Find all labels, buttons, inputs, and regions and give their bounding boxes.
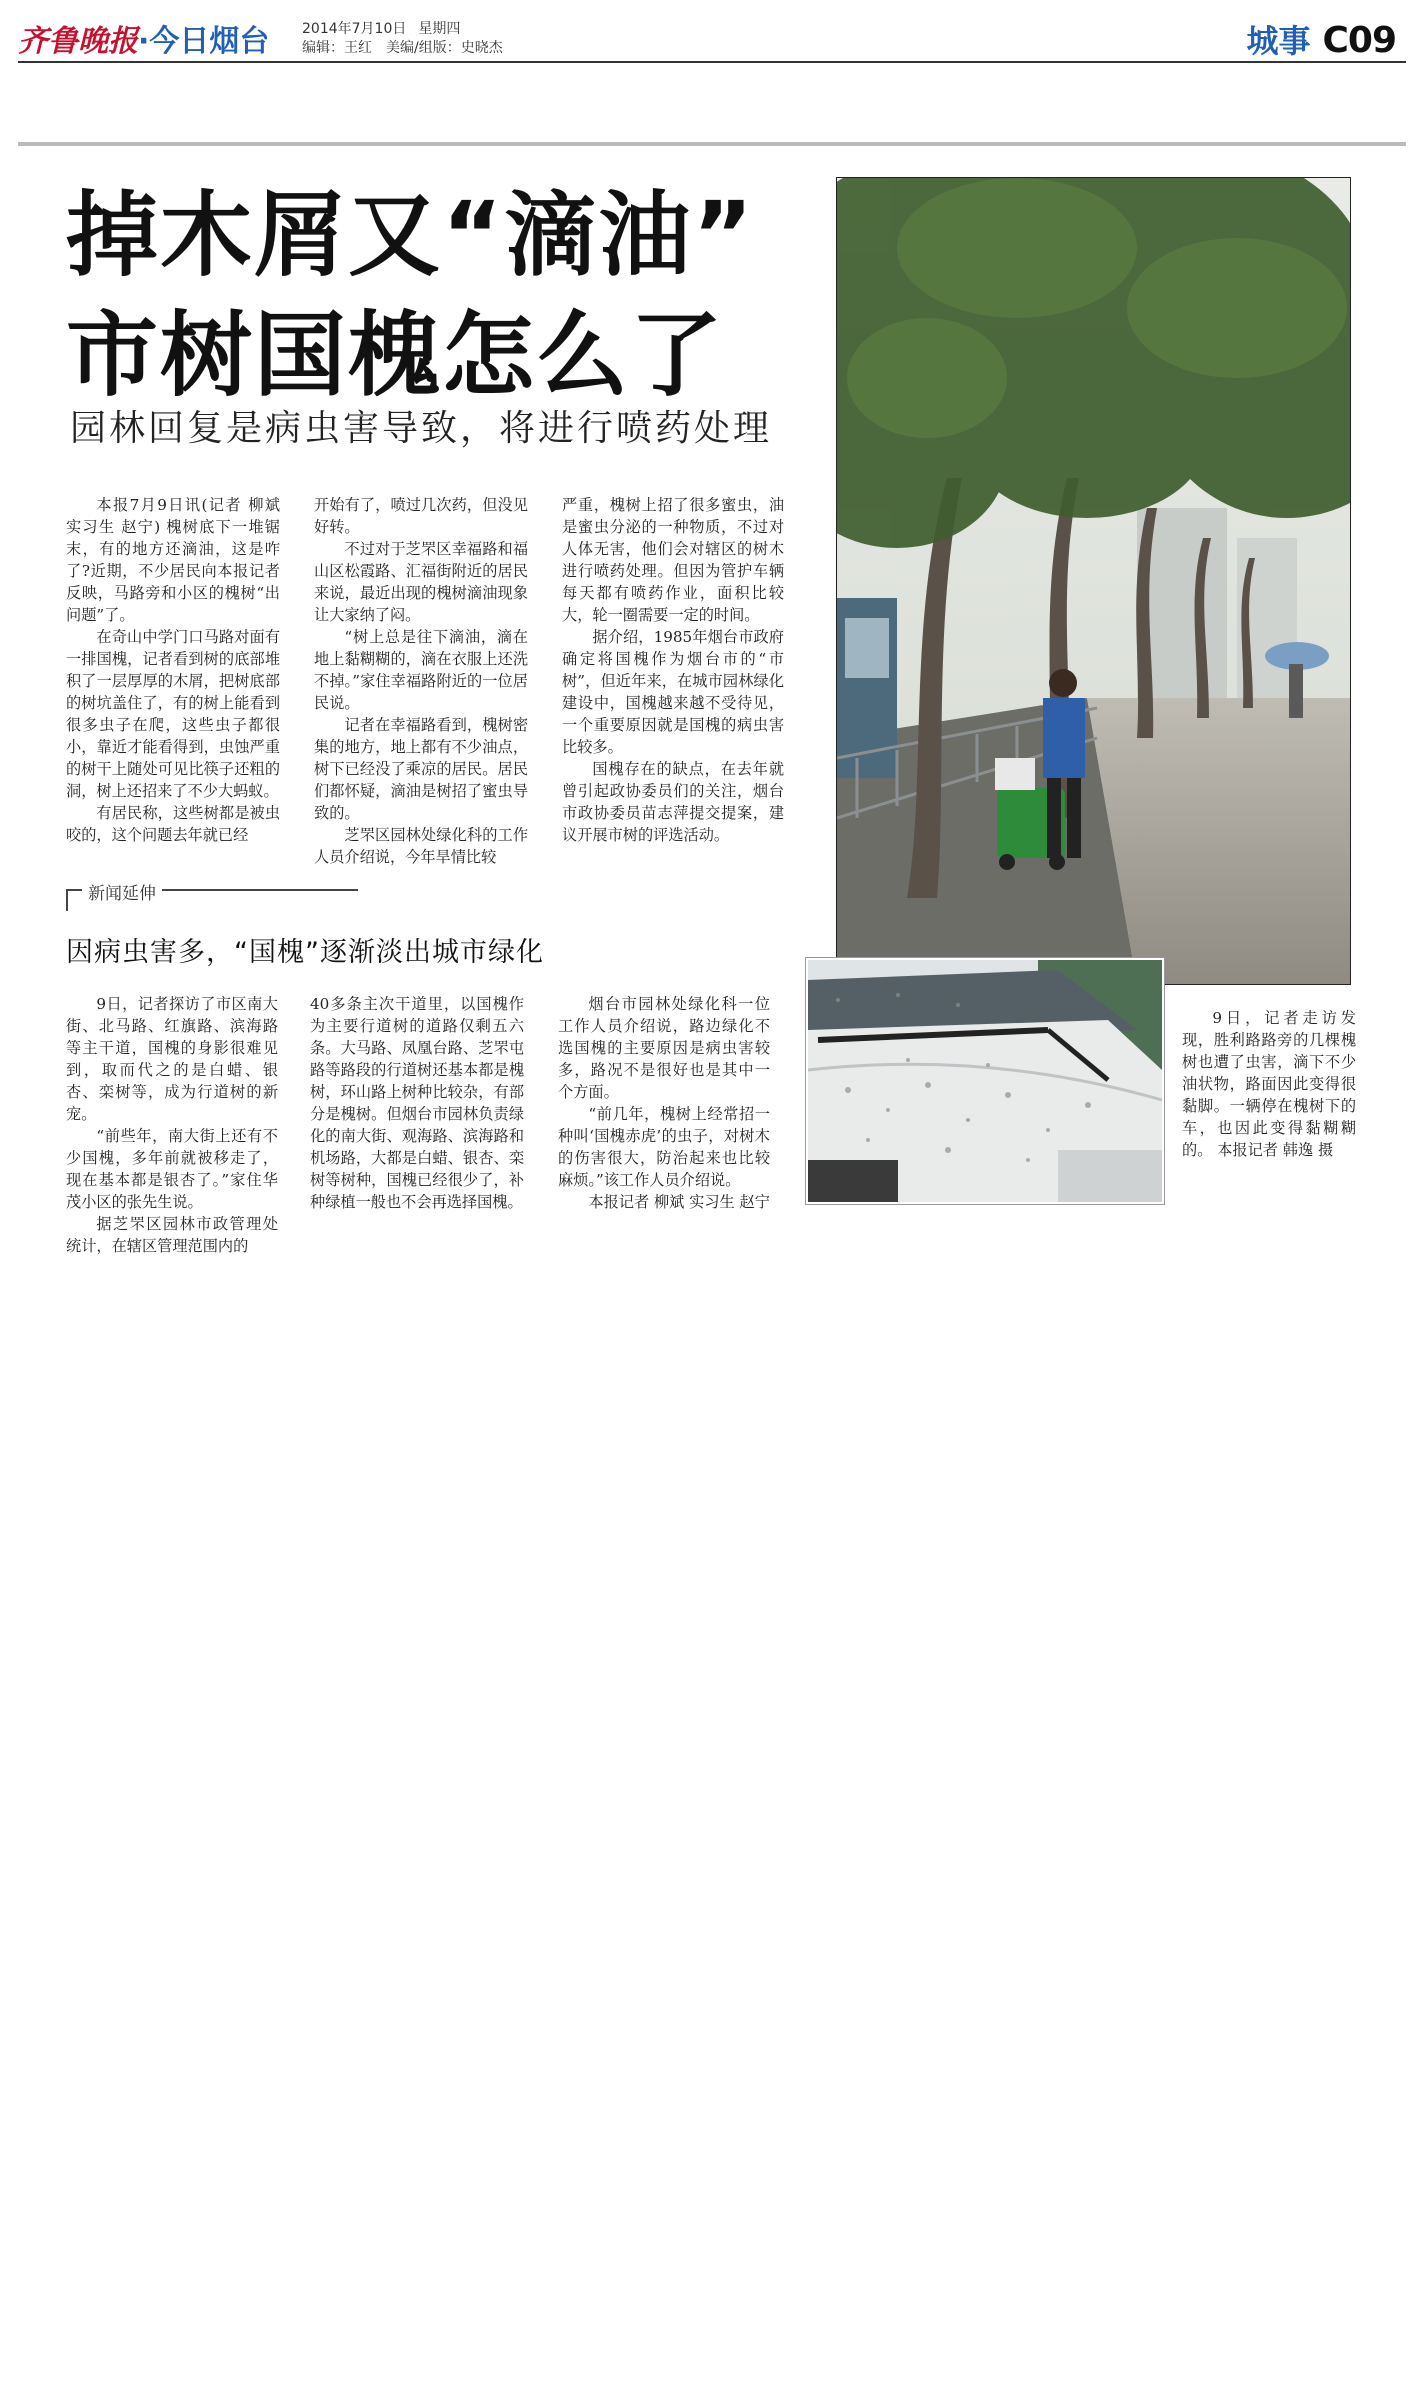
headline xyxy=(66,176,826,416)
brand-dot: · xyxy=(138,24,150,59)
page-number: C09 xyxy=(1322,20,1396,61)
headline-line-2: 市树国槐怎么了 xyxy=(66,302,725,409)
masthead-rule xyxy=(18,61,1406,63)
byline: 本报记者 柳斌 实习生 赵宁 xyxy=(588,1193,770,1211)
paragraph: 9日，记者探访了市区南大街、北马路、红旗路、滨海路等主干道，国槐的身影很难见到，取而代之的是白蜡、银杏、栾树等，成为行道树的新宠。 xyxy=(66,995,278,1123)
paragraph: 本报7月9日讯(记者 柳斌 实习生 赵宁) 槐树底下一堆锯末，有的地方还滴油，这是咋了?近期，不少居民向本报记者反映，马路旁和小区的槐树“出问题”了。 xyxy=(66,496,280,624)
paragraph: 有居民称，这些树都是被虫咬的，这个问题去年就已经 xyxy=(66,804,280,844)
sticky-car-photo xyxy=(806,958,1164,1204)
masthead xyxy=(18,14,1406,62)
street-trees-photo xyxy=(836,177,1351,985)
paragraph: 芝罘区园林处绿化科的工作人员介绍说，今年旱情比较 xyxy=(314,826,528,866)
section-name: 今日烟台 xyxy=(149,24,270,59)
issue-meta xyxy=(302,20,503,58)
sidebar-column-2 xyxy=(310,993,524,1213)
paragraph: 不过对于芝罘区幸福路和福山区松霞路、汇福街附近的居民来说，最近出现的槐树滴油现象让大家纳了闷。 xyxy=(314,540,528,624)
paragraph: “前几年，槐树上经常招一种叫‘国槐赤虎’的虫子，对树木的伤害很大，防治起来也比较麻烦。”该工作人员介绍说。 xyxy=(558,1105,770,1189)
page-category: 城事 xyxy=(1246,22,1311,60)
sidebar-column-3 xyxy=(558,993,770,1213)
paragraph: 记者在幸福路看到，槐树密集的地方，地上都有不少油点，树下已经没了乘凉的居民。居民们都怀疑，滴油是树招了蜜虫导致的。 xyxy=(314,716,528,822)
newspaper-brand xyxy=(18,16,269,60)
editor-credits: 编辑：王红 美编/组版：史晓杰 xyxy=(302,40,503,56)
section-divider xyxy=(18,142,1406,146)
paragraph: 烟台市园林处绿化科一位工作人员介绍说，路边绿化不选国槐的主要原因是病虫害较多，路况不是很好也是其中一个方面。 xyxy=(558,995,770,1101)
paper-name: 齐鲁晚报 xyxy=(18,24,138,59)
sticky-car-illustration xyxy=(808,960,1162,1202)
article-column-3 xyxy=(562,494,784,846)
paragraph: 据芝罘区园林市政管理处统计，在辖区管理范围内的 xyxy=(66,1215,278,1255)
street-trees-illustration xyxy=(837,178,1350,984)
paragraph: 开始有了，喷过几次药，但没见好转。 xyxy=(314,496,528,536)
headline-line-1: 掉木屑又“滴油” xyxy=(66,182,755,289)
paragraph: 据介绍，1985年烟台市政府确定将国槐作为烟台市的“市树”，但近年来，在城市园林绿化建设中，国槐越来越不受待见，一个重要原因就是国槐的病虫害比较多。 xyxy=(562,628,784,756)
issue-weekday: 星期四 xyxy=(418,21,461,37)
photo-caption xyxy=(1182,1007,1356,1161)
paragraph: 国槐存在的缺点，在去年就曾引起政协委员们的关注，烟台市政协委员苗志萍提交提案，建议开展市树的评选活动。 xyxy=(562,760,784,844)
sidebar-column-1 xyxy=(66,993,278,1257)
article-column-2 xyxy=(314,494,528,868)
subheadline: 园林回复是病虫害导致，将进行喷药处理 xyxy=(70,408,773,449)
caption-text: 9日，记者走访发现，胜利路路旁的几棵槐树也遭了虫害，滴下不少油状物，路面因此变得很黏脚。一辆停在槐树下的车，也因此变得黏糊糊的。 本报记者 韩逸 摄 xyxy=(1182,1009,1356,1159)
paragraph: 40多条主次干道里，以国槐作为主要行道树的道路仅剩五六条。大马路、凤凰台路、芝罘屯路等路段的行道树还基本都是槐树，环山路上树种比较杂，有部分是槐树。但烟台市园林负责绿化的南大街、观海路、滨海路和机场路，大都是白蜡、银杏、栾树等树种，国槐已经很少了，补种绿植一般也不会再选择国槐。 xyxy=(310,995,524,1211)
sidebar-title: 因病虫害多，“国槐”逐渐淡出城市绿化 xyxy=(66,937,544,968)
issue-date: 2014年7月10日 xyxy=(302,21,407,37)
article-column-1 xyxy=(66,494,280,846)
paragraph: “前些年，南大街上还有不少国槐，多年前就被移走了，现在基本都是银杏了。”家住华茂小区的张先生说。 xyxy=(66,1127,278,1211)
paragraph: 在奇山中学门口马路对面有一排国槐，记者看到树的底部堆积了一层厚厚的木屑，把树底部的树坑盖住了，有的树上能看到很多虫子在爬，这些虫子都很小，靠近才能看得到，虫蚀严重的树干上随处可见比筷子还粗的洞，树上还招来了不少大蚂蚁。 xyxy=(66,628,280,800)
news-extension-tag xyxy=(66,884,358,911)
news-extension-label: 新闻延伸 xyxy=(82,879,162,904)
paragraph: 严重，槐树上招了很多蜜虫，油是蜜虫分泌的一种物质，不过对人体无害，他们会对辖区的树木进行喷药处理。但因为管护车辆每天都有喷药作业，面积比较大，轮一圈需要一定的时间。 xyxy=(562,496,784,624)
paragraph: “树上总是往下滴油，滴在地上黏糊糊的，滴在衣服上还洗不掉。”家住幸福路附近的一位居民说。 xyxy=(314,628,528,712)
page-tag xyxy=(1246,16,1396,62)
